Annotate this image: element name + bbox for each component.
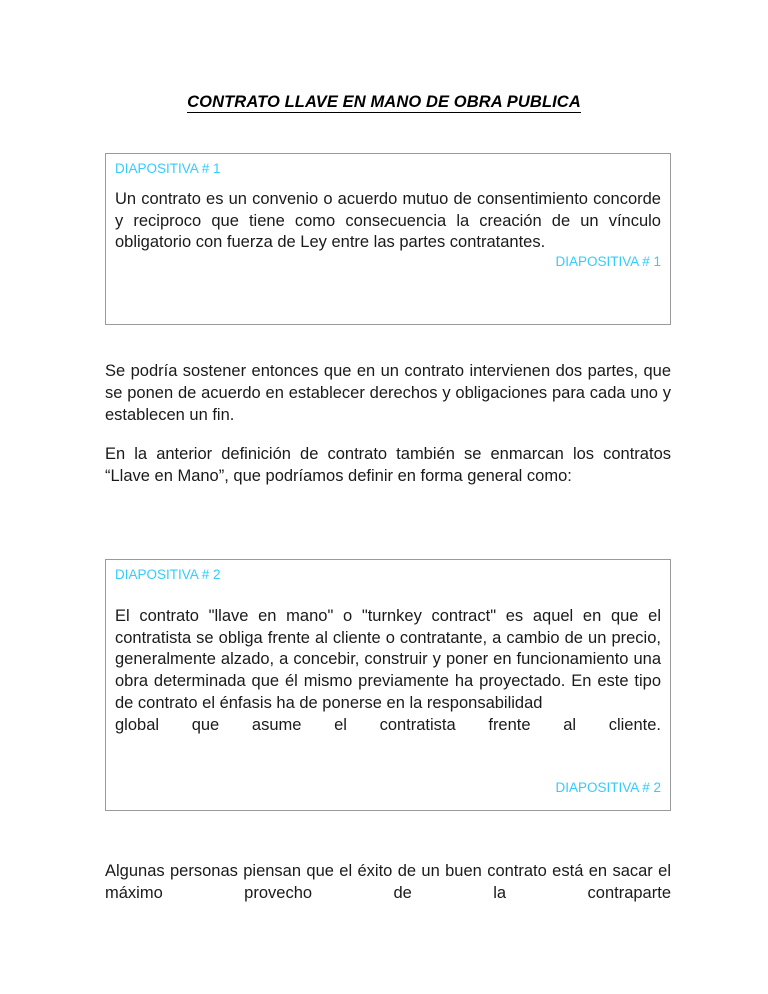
- slide-1-tag-bottom: DIAPOSITIVA # 1: [555, 254, 661, 270]
- slide-2-tag-bottom: DIAPOSITIVA # 2: [555, 780, 661, 795]
- body-paragraph-2: En la anterior definición de contrato también se enmarcan los contratos “Llave en Mano”, que podríamos definir en forma general como:: [105, 445, 671, 486]
- slide-box-2: [105, 559, 671, 811]
- slide-2-body-last-line: global que asume el contratista frente al cliente.: [115, 715, 661, 734]
- slide-2-body: El contrato "llave en mano" o "turnkey contract" es aquel en que el contratista se obliga frente al cliente o contratante, a cambio de un precio, generalmente alzado, a concebir, construir y poner en funcionamiento una obra determinada que él mismo previamente ha proyectado. En este tipo de contrato el énfasis ha de ponerse en la responsabilidad global que asume el contratista frente al cliente.: [115, 606, 661, 780]
- slide-2-tag-top: DIAPOSITIVA # 2: [115, 567, 221, 582]
- slide-1-tag-top: DIAPOSITIVA # 1: [115, 161, 221, 176]
- slide-1-body: Un contrato es un convenio o acuerdo mutuo de consentimiento concorde y reciproco que tiene como consecuencia la creación de un vínculo obligatorio con fuerza de Ley entre las partes contratantes.: [115, 189, 661, 252]
- body-paragraph-3: [105, 860, 671, 927]
- slide-box-1: [105, 153, 671, 325]
- page-title: [0, 93, 768, 112]
- body-paragraph-3-text: Algunas personas piensan que el éxito de un buen contrato está en sacar el máximo provecho de la contraparte: [105, 862, 671, 903]
- page-title-text: CONTRATO LLAVE EN MANO DE OBRA PUBLICA: [187, 93, 581, 112]
- body-paragraph-1: Se podría sostener entonces que en un contrato intervienen dos partes, que se ponen de acuerdo en establecer derechos y obligaciones para cada uno y establecen un fin.: [105, 362, 671, 425]
